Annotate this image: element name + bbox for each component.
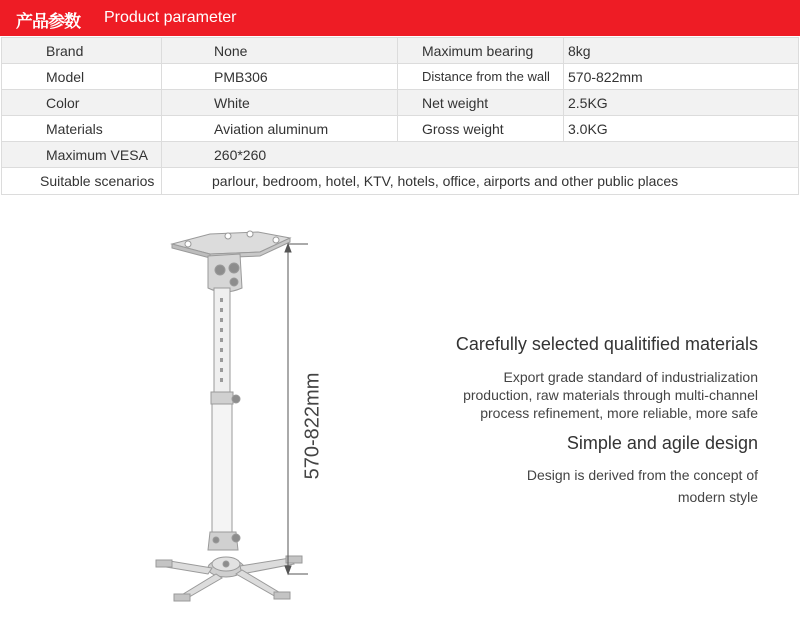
feature-line: process refinement, more reliable, more safe (480, 405, 758, 421)
feature-line: modern style (677, 489, 758, 505)
spec-label: Suitable scenarios (2, 168, 162, 195)
product-parameter-title: Product parameter (104, 9, 237, 26)
feature-description (463, 368, 758, 422)
spec-label: Brand (2, 38, 162, 64)
chinese-title: 产品参数 (16, 12, 80, 31)
spec-value: 8kg (564, 38, 799, 64)
spec-value: Aviation aluminum (162, 116, 398, 142)
feature-line: production, raw materials through multi-channel (463, 387, 758, 403)
spec-table (1, 37, 799, 195)
feature-line: Export grade standard of industrialization (503, 369, 758, 385)
spec-label: Distance from the wall (398, 64, 564, 90)
table-row (2, 168, 799, 195)
spec-value: None (162, 38, 398, 64)
spec-label: Materials (2, 116, 162, 142)
table-row (2, 64, 799, 90)
spec-label: Model (2, 64, 162, 90)
table-row (2, 116, 799, 142)
feature-title: Carefully selected qualitified materials (455, 334, 758, 354)
spec-label: Color (2, 90, 162, 116)
feature-line: Design is derived from the concept of (526, 467, 758, 483)
header-banner (0, 0, 800, 36)
dimension-label: 570-822mm (301, 372, 324, 480)
spec-value: 260*260 (162, 142, 799, 168)
table-row (2, 90, 799, 116)
spec-value: 2.5KG (564, 90, 799, 116)
spec-value: parlour, bedroom, hotel, KTV, hotels, office, airports and other public places (162, 168, 799, 195)
table-row (2, 142, 799, 168)
spec-value: 570-822mm (564, 64, 799, 90)
spec-label: Net weight (398, 90, 564, 116)
spec-value: White (162, 90, 398, 116)
feature-description (527, 464, 758, 508)
spec-value: 3.0KG (564, 116, 799, 142)
feature-title: Simple and agile design (566, 433, 758, 453)
spec-label: Gross weight (398, 116, 564, 142)
spec-value: PMB306 (162, 64, 398, 90)
table-row (2, 38, 799, 64)
spec-label: Maximum VESA (2, 142, 162, 168)
spec-label: Maximum bearing (398, 38, 564, 64)
